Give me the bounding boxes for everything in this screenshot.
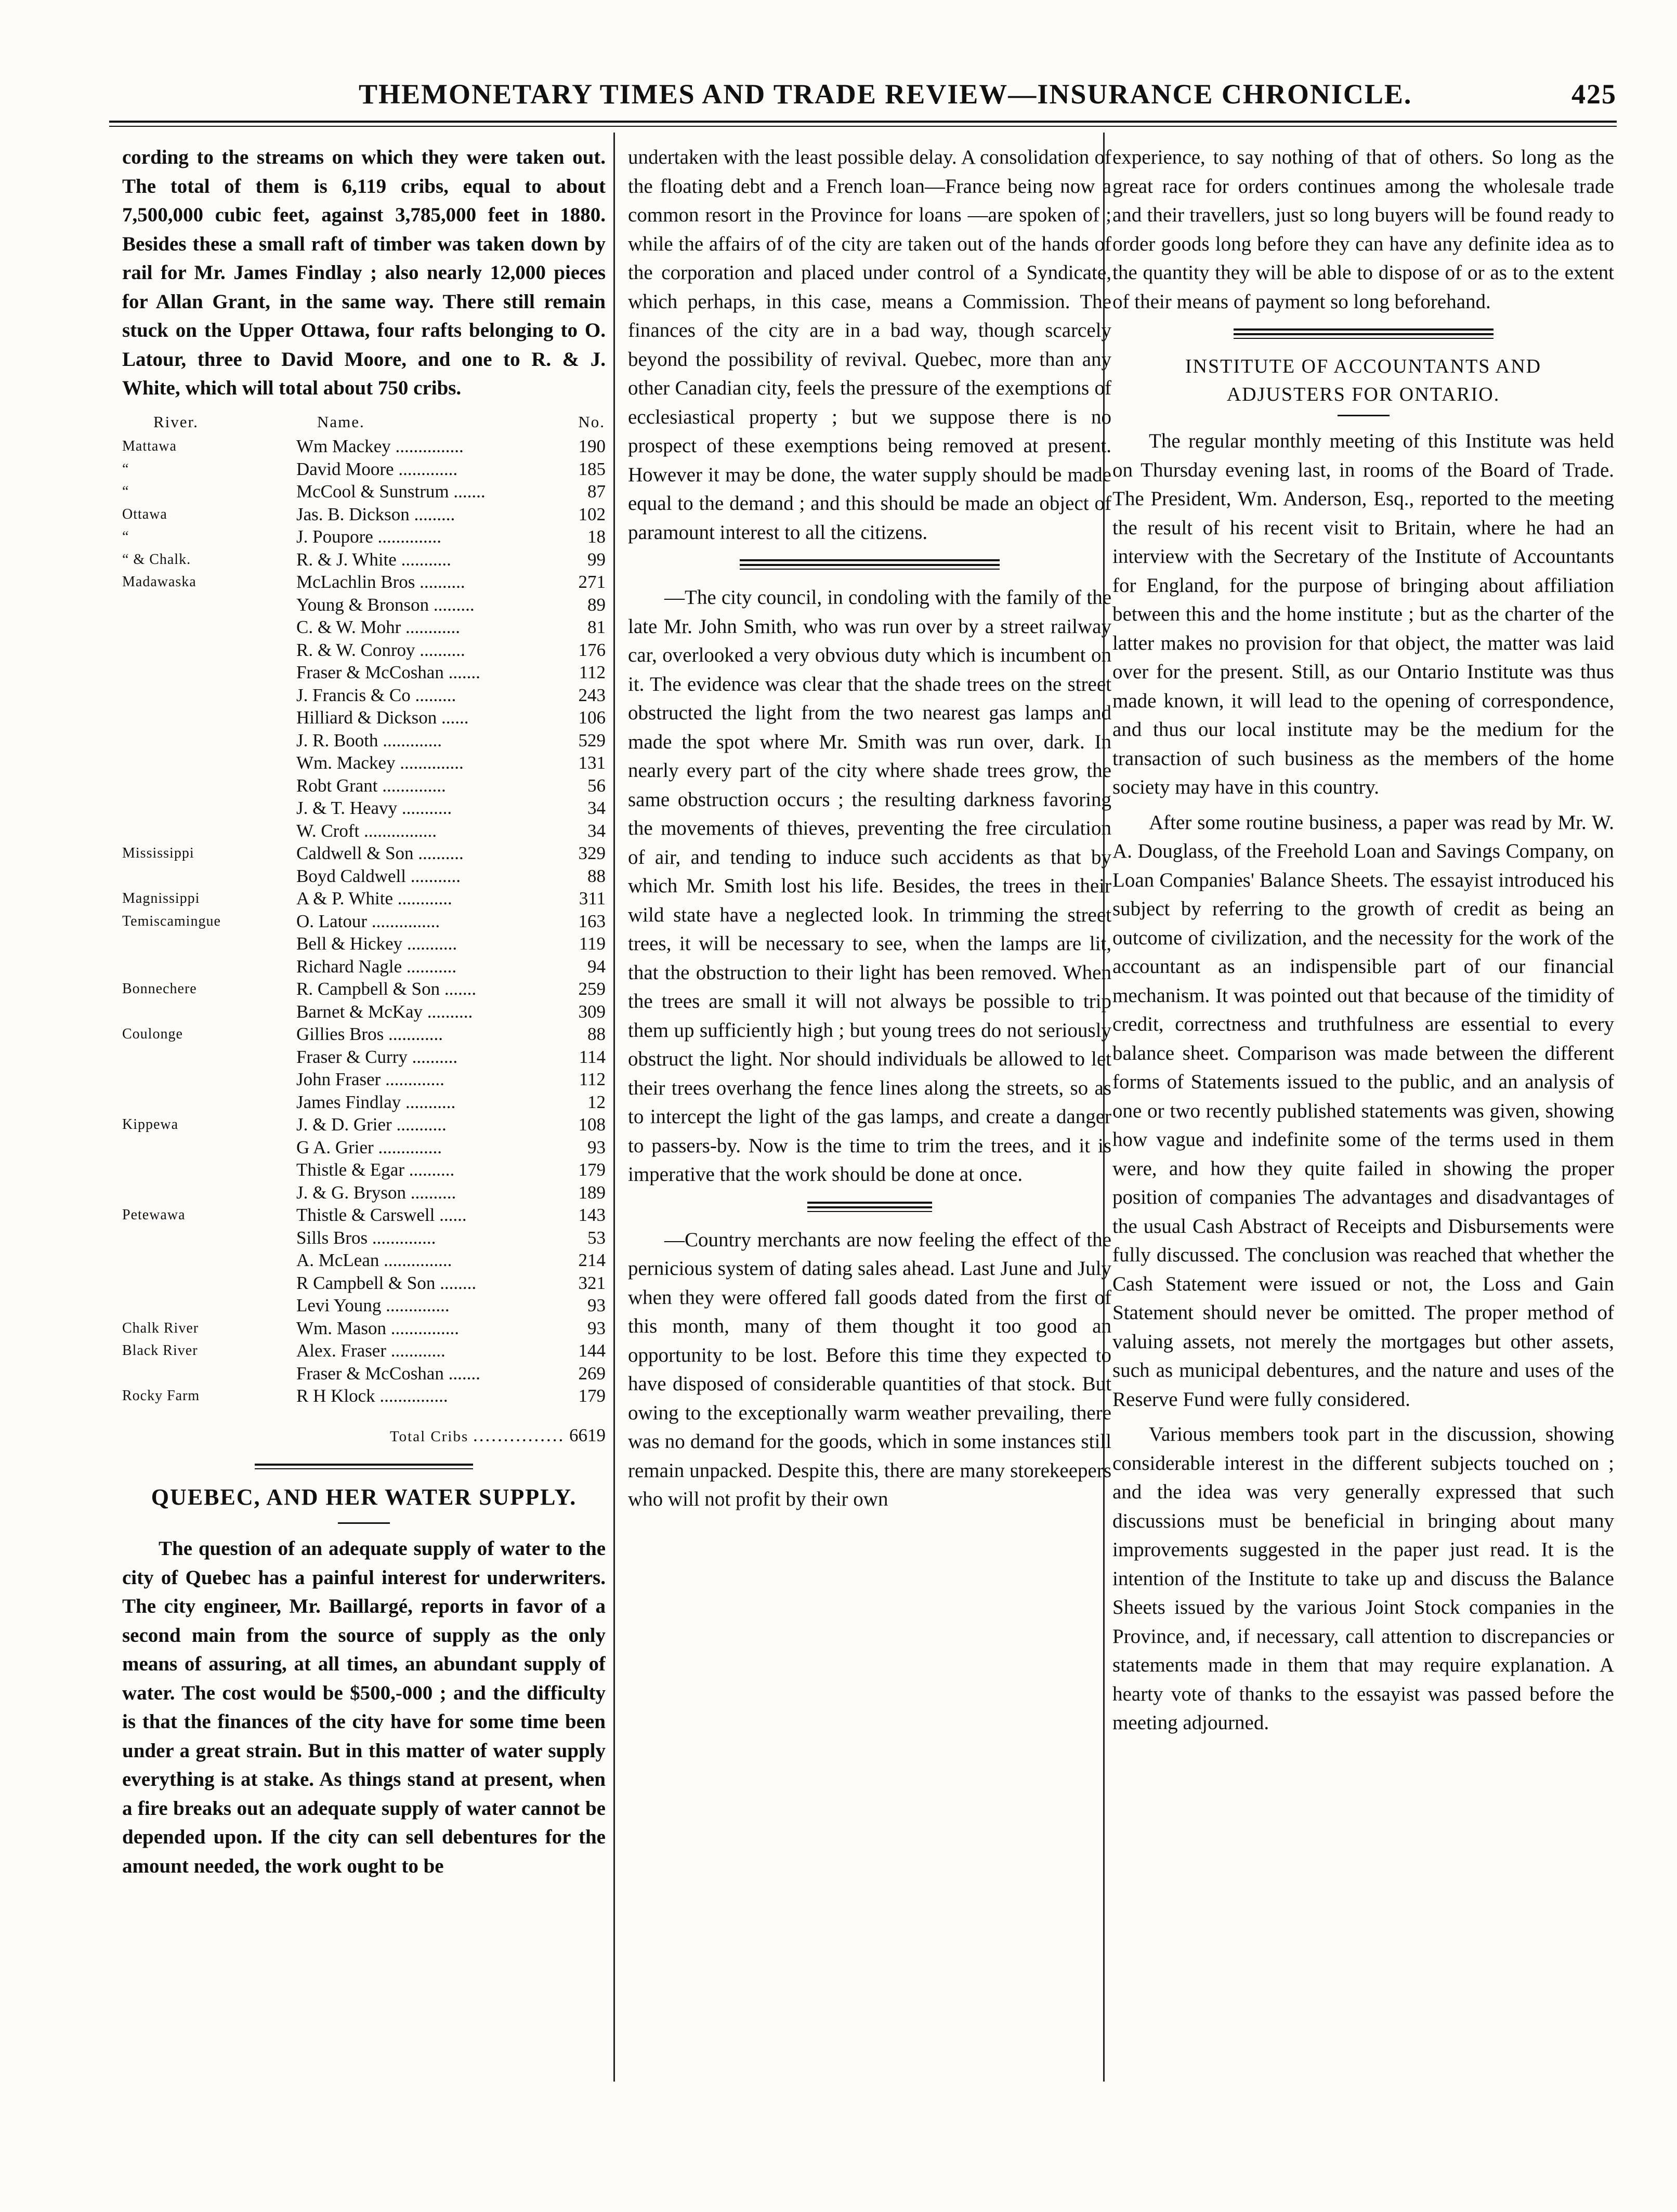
name-cell: W. Croft ................ (296, 820, 437, 841)
cribs-count-cell: 144 (578, 1340, 606, 1361)
name-cell: J. Poupore .............. (296, 526, 442, 547)
cribs-count-cell: 34 (587, 798, 606, 818)
name-cell: McCool & Sunstrum ....... (296, 481, 486, 502)
river-cell: Rocky Farm (122, 1388, 200, 1404)
cribs-table-row (122, 797, 606, 820)
cribs-count-cell: 87 (587, 481, 606, 502)
cribs-count-cell: 94 (587, 956, 606, 977)
river-cell (122, 865, 296, 888)
header-rule (109, 121, 1617, 123)
name-cell: Alex. Fraser ............ (296, 1340, 446, 1361)
quebec-paragraph: The question of an adequate supply of water to the city of Quebec has a painful interest for underwriters. The city engineer, Mr. Baillargé, reports in favor of a second main from the source of supply as the only means of assuring, at all times, an abundant supply of water. The cost would be $500,-000 ; and the difficulty is that the finances of the city have for some time been under a great strain. But in this matter of water supply everything is at stake. As things stand at present, when a fire breaks out an adequate supply of water cannot be depended upon. If the city can sell debentures for the amount needed, the work ought to be (122, 1537, 606, 1877)
cribs-table-row (122, 1227, 606, 1249)
total-cribs-value: 6619 (569, 1425, 606, 1445)
cribs-table-row (122, 594, 606, 616)
cribs-table-header (122, 410, 606, 436)
cribs-count-cell: 119 (579, 933, 606, 954)
cribs-table-row (122, 955, 606, 978)
river-cell (122, 932, 296, 955)
name-cell: Fraser & Curry .......... (296, 1046, 458, 1067)
cribs-count-cell: 99 (587, 549, 606, 570)
cribs-table-row (122, 684, 606, 707)
cribs-table (122, 410, 606, 1407)
cribs-table-row (122, 1091, 606, 1114)
cribs-count-cell: 329 (578, 843, 606, 863)
section-separator (807, 1202, 932, 1212)
cribs-count-cell: 190 (578, 436, 606, 456)
cribs-count-cell: 179 (578, 1386, 606, 1406)
cribs-table-row (122, 525, 606, 548)
name-cell: Fraser & McCoshan ....... (296, 1363, 480, 1384)
cribs-table-row (122, 932, 606, 955)
cribs-table-row (122, 842, 606, 865)
cribs-table-row (122, 978, 606, 1000)
name-cell: C. & W. Mohr ............ (296, 617, 461, 637)
cribs-count-cell: 311 (579, 888, 606, 908)
name-cell: J. Francis & Co ......... (296, 684, 456, 705)
river-cell (122, 1249, 296, 1272)
river-column-header: River. (153, 412, 199, 431)
cribs-count-cell: 53 (587, 1227, 606, 1248)
name-cell: O. Latour ............... (296, 911, 440, 931)
cribs-table-row (122, 1000, 606, 1023)
heading-rule (338, 1522, 390, 1524)
cribs-count-cell: 93 (587, 1318, 606, 1338)
cribs-table-row (122, 571, 606, 594)
river-cell (122, 752, 296, 774)
name-cell: J. & D. Grier ........... (296, 1114, 447, 1135)
cribs-count-cell: 12 (587, 1091, 606, 1112)
cribs-count-cell: 529 (578, 730, 606, 750)
cribs-table-row (122, 1068, 606, 1091)
column-3 (1112, 143, 1614, 2004)
section-separator (1234, 328, 1493, 339)
cribs-table-row (122, 865, 606, 888)
total-cribs-label: Total Cribs (389, 1428, 469, 1445)
cribs-count-cell: 56 (587, 775, 606, 796)
cribs-table-row (122, 1385, 606, 1407)
cribs-count-cell: 114 (579, 1046, 606, 1067)
cribs-count-cell: 163 (578, 911, 606, 931)
river-cell: Chalk River (122, 1320, 199, 1336)
river-cell: Coulonge (122, 1026, 183, 1042)
institute-heading-line-1: INSTITUTE OF ACCOUNTANTS AND (1185, 356, 1542, 377)
cribs-table-row (122, 706, 606, 729)
cribs-table-row (122, 1046, 606, 1069)
river-cell (122, 1294, 296, 1317)
cribs-table-row (122, 729, 606, 752)
page-number: 425 (1571, 78, 1617, 110)
name-cell: Levi Young .............. (296, 1295, 450, 1315)
cribs-count-cell: 269 (578, 1363, 606, 1384)
city-council-paragraph: —The city council, in condoling with the family of the late Mr. John Smith, who was run over by a street railway car, overlooked a very obvious duty which is incumbent on it. The evidence was clear that the shade trees on the street obstructed the light from the two nearest gas lamps and made the spot where Mr. Smith was run over, dark. In nearly every part of the city where shade trees grow, the same obstruction occurs ; the resulting darkness favoring the movements of thieves, preventing the free circulation of air, and tending to induce such accidents as that by which Mr. Smith lost his life. Besides, the trees in their wild state have a neglected look. In trimming the street trees, it will be necessary to see, when the lamps are lit, that the obstruction to their light has been removed. When the trees are small it will not always be possible to trip them up sufficiently high ; but young trees do not seriously obstruct the light. Nor should individuals be allowed to let their trees overhang the fence lines along the streets, so as to intercept the light of the gas lamps, and create a danger to passers-by. Now is the time to trim the trees, and it is imperative that the work should be done at once. (628, 586, 1111, 1186)
name-cell: Wm. Mason ............... (296, 1318, 460, 1338)
cribs-count-cell: 243 (578, 684, 606, 705)
name-cell: R. & J. White ........... (296, 549, 451, 570)
name-cell: Gillies Bros ............ (296, 1024, 443, 1044)
name-cell: Caldwell & Son .......... (296, 843, 464, 863)
name-cell: Thistle & Carswell ...... (296, 1205, 467, 1225)
publication-title: THEMONETARY TIMES AND TRADE REVIEW—INSURANCE CHRONICLE. (359, 78, 1412, 110)
name-cell: G A. Grier .............. (296, 1137, 442, 1157)
cribs-table-row (122, 480, 606, 503)
name-cell: A & P. White ............ (296, 888, 452, 908)
river-cell: Black River (122, 1342, 198, 1359)
name-cell: James Findlay ........... (296, 1091, 456, 1112)
cribs-table-row (122, 1023, 606, 1046)
river-cell: Mattawa (122, 438, 177, 454)
total-cribs: Total Cribs ............... 6619 (389, 1425, 606, 1445)
name-cell: Sills Bros .............. (296, 1227, 436, 1248)
name-cell: Jas. B. Dickson ......... (296, 504, 455, 524)
name-cell: Barnet & McKay .......... (296, 1001, 473, 1022)
cribs-count-cell: 189 (578, 1182, 606, 1203)
river-cell (122, 661, 296, 684)
river-cell (122, 1181, 296, 1204)
cribs-count-cell: 131 (578, 753, 606, 773)
cribs-count-cell: 88 (587, 865, 606, 886)
cribs-table-row (122, 1362, 606, 1385)
name-cell: John Fraser ............. (296, 1069, 444, 1089)
cribs-count-cell: 18 (587, 526, 606, 547)
river-cell (122, 1227, 296, 1249)
name-cell: McLachlin Bros .......... (296, 572, 465, 592)
cribs-count-cell: 259 (578, 979, 606, 999)
river-cell (122, 797, 296, 820)
river-cell: “ (122, 460, 129, 477)
cribs-table-row (122, 548, 606, 571)
name-cell: David Moore ............. (296, 458, 458, 479)
river-cell (122, 1362, 296, 1385)
name-cell: R H Klock ............... (296, 1386, 448, 1406)
name-cell: J. R. Booth ............. (296, 730, 442, 750)
name-column-header: Name. (317, 412, 365, 431)
cribs-count-cell: 176 (578, 639, 606, 660)
river-cell: “ (122, 529, 129, 545)
river-cell: “ (122, 483, 129, 499)
river-cell: Madawaska (122, 574, 196, 590)
river-cell (122, 639, 296, 662)
river-cell: Kippewa (122, 1116, 179, 1133)
name-cell: R. Campbell & Son ....... (296, 979, 477, 999)
cribs-table-row (122, 1339, 606, 1362)
river-cell (122, 1046, 296, 1069)
cribs-table-row (122, 910, 606, 933)
institute-heading-line-2: ADJUSTERS FOR ONTARIO. (1226, 384, 1500, 405)
name-cell: Young & Bronson ......... (296, 594, 475, 615)
cribs-table-row (122, 1317, 606, 1340)
river-cell (122, 774, 296, 797)
country-merchants-paragraph: —Country merchants are now feeling the effect of the pernicious system of dating sales ahead. Last June and July when they were offered fall goods dated from the first of this month, many of them thought it too good an opportunity to be lost. Before this time they expected to have disposed of considerable quantities of that stock. But owing to the exceptionally warm weather prevailing, there was no demand for the goods, which in some instances still remain unpacked. Despite this, there are many storekeepers who will not profit by their own (628, 1228, 1111, 1510)
balance-sheets-paragraph: After some routine business, a paper was read by Mr. W. A. Douglass, of the Freehold Loan and Savings Company, on Loan Companies' Balance Sheets. The essayist introduced his subject by referring to the growth of credit as being an outcome of civilization, and the necessity for the work of the accountant as an indispensible part of our financial mechanism. It was pointed out that because of the timidity of credit, correctness and truthfulness are essential to every balance sheet. Comparison was made between the different forms of Statements issued to the public, and an analysis of one or two recently published statements was given, showing how vague and indefinite some of the terms used in them were, and how they quite failed in showing the proper position of companies The advantages and disadvantages of the usual Cash Abstract of Receipts and Disbursements were fully discussed. The conclusion was reached that whether the Cash Statement were issued or not, the Loss and Gain Statement should never be omitted. The proper method of valuing assets, not merely the mortgages but other assets, such as municipal debentures, and the nature and uses of the Reserve Fund were fully considered. (1112, 811, 1614, 1411)
institute-meeting-paragraph: The regular monthly meeting of this Institute was held on Thursday evening last, in rooms of the Board of Trade. The President, Wm. Anderson, Esq., reported to the meeting the result of his recent visit to Britain, where he had an interview with the Secretary of the Institute of Accountants for England, for the purpose of bringing about affiliation between this and the home institute ; but as the charter of the latter makes no provision for that object, the matter was laid over for the present. Still, as our Ontario Institute was thus made known, it will lead to the opening of correspondence, and thus our local institute may be the medium for the transaction of such business as the members of the home society may have in this country. (1112, 430, 1614, 798)
column-1 (122, 143, 606, 2066)
river-cell (122, 729, 296, 752)
name-cell: Wm. Mackey .............. (296, 753, 464, 773)
section-separator (255, 1464, 473, 1469)
river-cell: Temiscamingue (122, 913, 221, 929)
river-cell (122, 706, 296, 729)
cribs-count-cell: 93 (587, 1295, 606, 1315)
river-cell (122, 1068, 296, 1091)
river-cell: Magnissippi (122, 890, 200, 906)
name-cell: Bell & Hickey ........... (296, 933, 457, 954)
cribs-table-row (122, 1181, 606, 1204)
merchants-continued-paragraph: experience, to say nothing of that of others. So long as the great race for orders continues among the wholesale trade and their travellers, just so long buyers will be found ready to order goods long before they can have any definite idea as to the quantity they will be able to dispose of or as to the extent of their means of payment so long beforehand. (1112, 146, 1614, 313)
name-cell: R Campbell & Son ........ (296, 1272, 477, 1293)
cribs-count-cell: 106 (578, 707, 606, 728)
cribs-table-row (122, 458, 606, 481)
river-cell: Mississippi (122, 845, 194, 861)
discussion-paragraph: Various members took part in the discussion, showing considerable interest in the different subjects touched on ; and the idea was very generally expressed that such discussions must be beneficial in bringing about many improvements suggested in the paper just read. It is the intention of the Institute to take up and discuss the Balance Sheets issued by the various Joint Stock companies in the Province, and, if necessary, call attention to discrepancies or statements made in them that may require explanation. A hearty vote of thanks to the essayist was passed before the meeting adjourned. (1112, 1423, 1614, 1734)
number-column-header: No. (578, 412, 605, 431)
institute-heading (1112, 352, 1614, 409)
name-cell: A. McLean ............... (296, 1250, 452, 1270)
cribs-count-cell: 271 (578, 572, 606, 592)
name-cell: Boyd Caldwell ........... (296, 865, 461, 886)
river-cell (122, 1158, 296, 1181)
cribs-count-cell: 309 (578, 1001, 606, 1022)
river-cell: Ottawa (122, 506, 167, 522)
column-2 (628, 143, 1111, 2014)
cribs-table-row (122, 1294, 606, 1317)
name-cell: J. & T. Heavy ........... (296, 798, 452, 818)
river-cell (122, 1136, 296, 1159)
river-cell (122, 955, 296, 978)
cribs-count-cell: 179 (578, 1160, 606, 1180)
river-cell: “ & Chalk. (122, 551, 191, 568)
name-cell: Robt Grant .............. (296, 775, 446, 796)
cribs-table-row (122, 752, 606, 774)
river-cell (122, 820, 296, 842)
cribs-count-cell: 81 (587, 617, 606, 637)
cribs-table-row (122, 1249, 606, 1272)
cribs-table-row (122, 887, 606, 910)
timber-intro-paragraph: cording to the streams on which they were taken out. The total of them is 6,119 cribs, equal to about 7,500,000 cubic feet, against 3,785,000 feet in 1880. Besides these a small raft of timber was taken down by rail for Mr. James Findlay ; also nearly 12,000 pieces for Allan Grant, in the same way. There still remain stuck on the Upper Ottawa, four rafts belonging to O. Latour, three to David Moore, and one to R. & J. White, which will total about 750 cribs. (122, 146, 606, 399)
cribs-count-cell: 214 (578, 1250, 606, 1270)
river-cell (122, 1000, 296, 1023)
name-cell: R. & W. Conroy .......... (296, 639, 465, 660)
cribs-table-row (122, 616, 606, 639)
cribs-count-cell: 102 (578, 504, 606, 524)
name-cell: Wm Mackey ............... (296, 436, 464, 456)
cribs-table-row (122, 435, 606, 458)
cribs-count-cell: 321 (578, 1272, 606, 1293)
cribs-table-row (122, 820, 606, 842)
cribs-table-row (122, 774, 606, 797)
quebec-heading: QUEBEC, AND HER WATER SUPPLY. (151, 1484, 577, 1510)
cribs-count-cell: 108 (578, 1114, 606, 1135)
header-rule-thin (109, 126, 1617, 127)
river-cell (122, 1091, 296, 1114)
heading-rule (1338, 415, 1390, 416)
name-cell: Richard Nagle ........... (296, 956, 457, 977)
cribs-table-row (122, 639, 606, 662)
cribs-count-cell: 93 (587, 1137, 606, 1157)
river-cell (122, 684, 296, 707)
cribs-count-cell: 34 (587, 820, 606, 841)
cribs-count-cell: 112 (579, 662, 606, 682)
cribs-table-row (122, 1204, 606, 1227)
river-cell (122, 1272, 296, 1295)
river-cell: Bonnechere (122, 981, 197, 997)
quebec-continued-paragraph: undertaken with the least possible delay. A consolidation of the floating debt and a French loan—France being now a common resort in the Province for loans —are spoken of ; while the affairs of of the city are taken out of the hands of the corporation and placed under control of a Syndicate, which perhaps, in this case, means a Commission. The finances of the city are in a bad way, though scarcely beyond the possibility of revival. Quebec, more than any other Canadian city, feels the pressure of the exemptions of ecclesiastical property ; but we suppose there is no prospect of these exemptions being removed at present. However it may be done, the water supply should be made equal to the demand ; and this should be made an object of paramount interest to all the citizens. (628, 146, 1111, 544)
river-cell (122, 594, 296, 616)
section-separator (740, 559, 1000, 570)
cribs-count-cell: 185 (578, 458, 606, 479)
cribs-table-row (122, 1136, 606, 1159)
cribs-count-cell: 143 (578, 1205, 606, 1225)
river-cell (122, 616, 296, 639)
cribs-table-row (122, 1272, 606, 1295)
cribs-count-cell: 88 (587, 1024, 606, 1044)
column-divider (613, 133, 615, 2082)
cribs-table-row (122, 1158, 606, 1181)
cribs-table-row (122, 503, 606, 526)
cribs-count-cell: 89 (587, 594, 606, 615)
cribs-count-cell: 112 (579, 1069, 606, 1089)
name-cell: Fraser & McCoshan ....... (296, 662, 480, 682)
name-cell: J. & G. Bryson .......... (296, 1182, 456, 1203)
cribs-table-row (122, 661, 606, 684)
name-cell: Thistle & Egar .......... (296, 1160, 455, 1180)
name-cell: Hilliard & Dickson ...... (296, 707, 469, 728)
cribs-table-row (122, 1113, 606, 1136)
river-cell: Petewawa (122, 1207, 186, 1223)
page-header (109, 78, 1617, 114)
